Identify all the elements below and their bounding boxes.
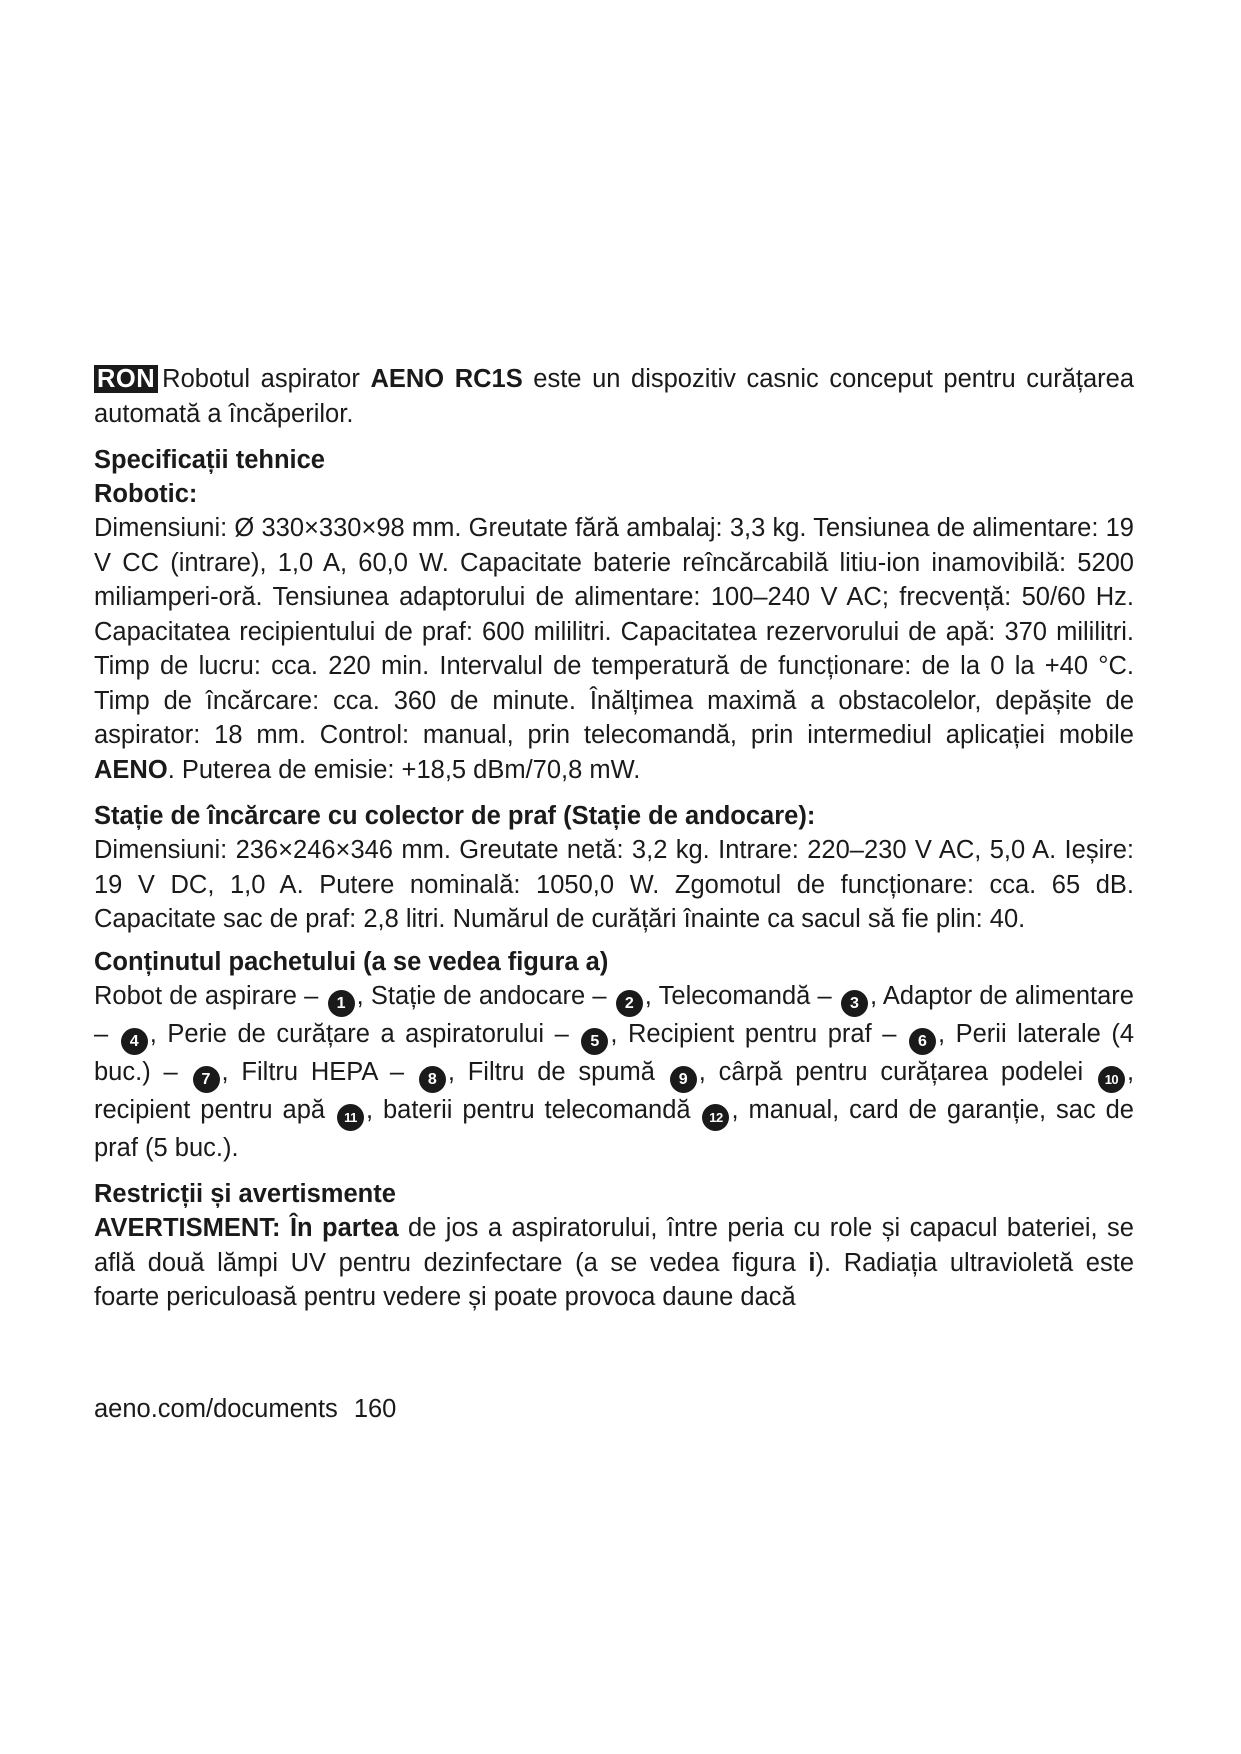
item-number-badge: 4 — [121, 1028, 148, 1055]
package-item-separator: , — [731, 1095, 749, 1124]
package-item-text: Perie de curățare a aspiratorului – — [167, 1019, 580, 1048]
package-item-text: Telecomandă – — [658, 981, 839, 1010]
robot-specs-paragraph — [94, 511, 1134, 787]
item-number-badge: 5 — [581, 1028, 608, 1055]
package-item-separator: , — [610, 1019, 629, 1048]
intro-text-end: este un dispozitiv casnic conceput pentru curățarea automată a încăperilor. — [94, 365, 1135, 428]
station-specs-paragraph: Dimensiuni: 236×246×346 mm. Greutate netă: 3,2 kg. Intrare: 220–230 V AC, 5,0 A. Ieșire: 19 V DC, 1,0 A. Putere nominală: 1050,0 W. Zgomotul de funcționare: cca. 65 dB. Capacitate sac de praf: 2,8 litri. Numărul de curățări înainte ca sacul să fie plin: 40. — [94, 836, 1134, 933]
warnings-heading: Restricții și avertismente — [94, 1180, 396, 1208]
warning-text-2: ). Radiația ultravioletă este foarte periculoasă pentru vedere și poate provoca daune dacă — [94, 1248, 1135, 1311]
package-item-separator: , — [1126, 1057, 1135, 1086]
package-item-separator: , — [644, 981, 659, 1010]
warning-label: AVERTISMENT: În partea — [94, 1214, 399, 1242]
package-tail: manual, card de garanție, sac de praf (5 buc.). — [94, 1095, 1134, 1162]
item-number-badge: 3 — [841, 990, 868, 1017]
warning-paragraph — [94, 1211, 1134, 1315]
intro-text-start: Robotul aspirator — [162, 365, 371, 393]
package-item-text: cârpă pentru curățarea podelei — [718, 1057, 1096, 1086]
language-badge: RON — [94, 365, 158, 393]
item-number-badge: 6 — [909, 1028, 936, 1055]
robot-heading: Robotic: — [94, 480, 198, 508]
package-item-separator: , — [356, 981, 371, 1010]
package-heading: Conținutul pachetului (a se vedea figura a) — [94, 947, 609, 976]
item-number-badge: 9 — [670, 1066, 697, 1093]
page-footer — [94, 1392, 396, 1426]
robot-specs-text-end: . Puterea de emisie: +18,5 dBm/70,8 mW. — [167, 755, 641, 784]
package-item-separator: , — [447, 1057, 468, 1086]
figure-ref: i — [808, 1248, 816, 1277]
package-item-separator: , — [221, 1057, 242, 1086]
package-item-text: Recipient pentru praf – — [628, 1019, 907, 1048]
item-number-badge: 10 — [1098, 1066, 1125, 1093]
station-heading: Stație de încărcare cu colector de praf (Stație de andocare): — [94, 802, 816, 830]
robot-specs-text: Dimensiuni: Ø 330×330×98 mm. Greutate fără ambalaj: 3,3 kg. Tensiunea de alimentare: 19 V CC (intrare), 1,0 A, 60,0 W. Capacitate baterie reîncărcabilă litiu-ion inamovibilă: 5200 miliamperi-oră. Tensiunea adaptorului de alimentare: 100–240 V AC; frecvență: 50/60 Hz. Capacitatea recipientului de praf: 600 mililitri. Capacitatea rezervorului de apă: 370 mililitri. Timp de lucru: cca. 220 min. Intervalul de temperatură de funcționare: de la 0 la +40 °C. Timp de încărcare: cca. 360 de minute. Înălțimea maximă a obstacolelor, depășite de aspirator: 18 mm. Control: manual, prin telecomandă, prin intermediul aplicației mobile — [94, 514, 1134, 749]
package-item-text: recipient pentru apă — [94, 1095, 335, 1124]
footer-url: aeno.com/documents — [94, 1395, 338, 1423]
package-item-text: Stație de andocare – — [370, 981, 614, 1010]
item-number-badge: 8 — [419, 1066, 446, 1093]
app-brand: AENO — [94, 755, 168, 784]
package-item-text: Filtru HEPA – — [241, 1057, 417, 1086]
package-item-text: Filtru de spumă — [467, 1057, 668, 1086]
package-item-text: baterii pentru telecomandă — [382, 1095, 701, 1124]
package-item-text: Robot de aspirare – — [94, 981, 326, 1010]
package-item-text: Adaptor de alimentare – — [94, 981, 1134, 1048]
specs-heading: Specificații tehnice — [94, 446, 325, 474]
item-number-badge: 1 — [328, 990, 355, 1017]
package-item-separator: , — [698, 1057, 719, 1086]
product-model: AENO RC1S — [370, 365, 523, 393]
package-item-separator: , — [149, 1019, 168, 1048]
package-item-separator: , — [937, 1019, 956, 1048]
page-number: 160 — [353, 1395, 397, 1423]
intro-paragraph — [94, 362, 1134, 431]
item-number-badge: 2 — [616, 990, 643, 1017]
document-body — [94, 362, 1134, 1315]
package-item-text: Perii laterale (4 buc.) – — [94, 1019, 1135, 1086]
item-number-badge: 12 — [702, 1104, 729, 1131]
item-number-badge: 11 — [337, 1104, 364, 1131]
warning-text-1: de jos a aspiratorului, între peria cu role și capacul bateriei, se află două lămpi UV pentru dezinfectare (a se vedea figura — [94, 1214, 1134, 1277]
package-item-separator: , — [869, 981, 883, 1010]
item-number-badge: 7 — [193, 1066, 220, 1093]
package-item-separator: , — [365, 1095, 383, 1124]
package-contents-paragraph — [94, 979, 1134, 1166]
